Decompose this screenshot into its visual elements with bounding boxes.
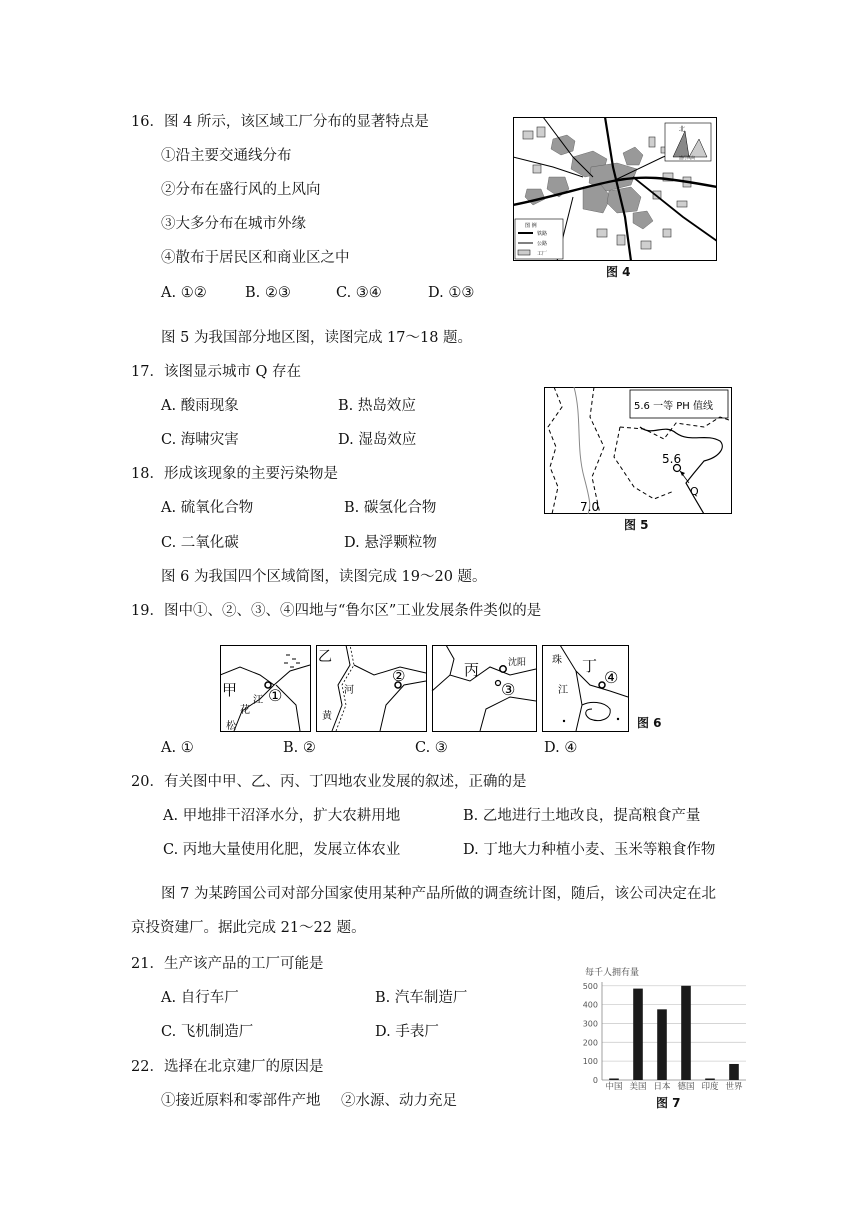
- fig6-region-yi: 乙: [318, 649, 332, 665]
- q21-option-b: B. 汽车制造厂: [375, 990, 468, 1006]
- q20-option-b: B. 乙地进行土地改良，提高粮食产量: [463, 808, 701, 824]
- chart-bar: [681, 986, 691, 1080]
- fig5-label-7-0: 7.0: [580, 500, 600, 514]
- intro-19-20: 图 6 为我国四个区域简图，读图完成 19～20 题。: [161, 569, 487, 585]
- q19-stem: 19．图中①、②、③、④四地与“鲁尔区”工业发展条件类似的是: [131, 603, 542, 619]
- chart-y-tick-label: 500: [582, 981, 598, 991]
- chart-bar: [633, 989, 643, 1080]
- fig6-panel-4: [543, 645, 629, 732]
- fig5-label-5-6: 5.6: [662, 452, 682, 466]
- figure-7-caption: 图 7: [656, 1096, 681, 1110]
- chart-x-tick-label: 世界: [725, 1082, 743, 1092]
- q21-option-a: A. 自行车厂: [161, 990, 239, 1006]
- fig4-wind-label: 盛行风向: [679, 155, 695, 160]
- chart-y-tick-label: 300: [582, 1019, 598, 1029]
- chart-bar: [729, 1064, 739, 1080]
- q21-option-d: D. 手表厂: [375, 1024, 439, 1040]
- q18-stem: 18．形成该现象的主要污染物是: [131, 466, 338, 482]
- figure-6-caption: 图 6: [637, 716, 662, 730]
- chart-x-tick-label: 日本: [653, 1082, 671, 1092]
- q17-option-b: B. 热岛效应: [338, 398, 416, 414]
- q17-option-c: C. 海啸灾害: [161, 432, 239, 448]
- q18-option-c: C. 二氧化碳: [161, 535, 239, 551]
- fig6-p2-label-huang: 黄: [322, 711, 332, 722]
- figure-6-maps: [220, 645, 630, 732]
- q16-item-4: ④散布于居民区和商业区之中: [161, 250, 350, 266]
- q20-option-d: D. 丁地大力种植小麦、玉米等粮食作物: [463, 842, 716, 858]
- figure-4-map: [513, 117, 717, 261]
- fig6-panel-1: [220, 646, 311, 733]
- q21-stem: 21．生产该产品的工厂可能是: [131, 956, 324, 972]
- figure-7-chart: [560, 964, 750, 1094]
- q18-option-d: D. 悬浮颗粒物: [344, 535, 437, 551]
- fig6-panel-3: [432, 645, 537, 732]
- fig5-legend: 5.6 一等 PH 值线: [634, 401, 713, 412]
- q18-option-b: B. 碳氢化合物: [344, 500, 437, 516]
- chart-x-tick-label: 美国: [629, 1082, 647, 1092]
- chart-y-tick-label: 0: [592, 1076, 598, 1085]
- fig4-north-label: 北: [679, 126, 686, 133]
- chart-x-tick-label: 中国: [605, 1082, 623, 1092]
- fig6-num-3: ③: [501, 680, 516, 699]
- q22-item-2: ②水源、动力充足: [341, 1093, 457, 1109]
- q20-stem: 20．有关图中甲、乙、丙、丁四地农业发展的叙述，正确的是: [131, 774, 527, 790]
- fig6-region-jia: 甲: [222, 681, 238, 699]
- chart-title: 每千人拥有量: [585, 968, 640, 978]
- fig4-legend-factory: 工厂: [537, 251, 548, 257]
- chart-bar: [657, 1009, 667, 1080]
- figure-5-caption: 图 5: [624, 518, 649, 532]
- chart-y-tick-label: 100: [582, 1057, 598, 1067]
- fig6-num-2: ②: [392, 667, 406, 685]
- q22-stem: 22．选择在北京建厂的原因是: [131, 1059, 324, 1075]
- q16-option-a: A. ①②: [161, 285, 207, 301]
- intro-21-22-line-1: 图 7 为某跨国公司对部分国家使用某种产品所做的调查统计图，随后，该公司决定在北: [161, 886, 716, 902]
- fig4-legend-rail: 铁路: [537, 231, 548, 237]
- fig5-label-q: Q: [690, 485, 699, 498]
- q20-option-c: C. 丙地大量使用化肥，发展立体农业: [163, 842, 401, 858]
- figure-4-caption: 图 4: [606, 265, 631, 279]
- q19-option-d: D. ④: [544, 740, 578, 756]
- q21-option-c: C. 飞机制造厂: [161, 1024, 254, 1040]
- fig6-p4-label-jiang: 江: [558, 685, 568, 696]
- fig6-p2-label-he: 河: [344, 685, 354, 696]
- q22-item-1: ①接近原料和零部件产地: [161, 1093, 321, 1109]
- fig6-p1-label-song: 松: [226, 721, 236, 732]
- figure-5-map: [544, 387, 732, 514]
- chart-x-tick-label: 德国: [677, 1082, 695, 1092]
- q19-option-b: B. ②: [283, 740, 316, 756]
- intro-17-18: 图 5 为我国部分地区图，读图完成 17～18 题。: [161, 330, 473, 346]
- fig6-region-ding: 丁: [582, 657, 598, 675]
- chart-bar: [609, 1078, 619, 1080]
- q16-item-1: ①沿主要交通线分布: [161, 148, 292, 164]
- q20-option-a: A. 甲地排干沼泽水分，扩大农耕用地: [163, 808, 401, 824]
- fig6-panel-2: [317, 645, 427, 732]
- chart-x-tick-label: 印度: [701, 1082, 719, 1092]
- fig6-region-bing: 丙: [464, 661, 480, 679]
- chart-y-tick-label: 400: [582, 1000, 598, 1010]
- q17-option-a: A. 酸雨现象: [161, 398, 239, 414]
- q17-option-d: D. 湿岛效应: [338, 432, 417, 448]
- q16-item-2: ②分布在盛行风的上风向: [161, 182, 321, 198]
- chart-y-tick-label: 200: [582, 1038, 598, 1048]
- q16-option-c: C. ③④: [336, 285, 382, 301]
- fig6-num-4: ④: [604, 668, 619, 687]
- q19-option-c: C. ③: [415, 740, 448, 756]
- q16-option-b: B. ②③: [245, 285, 291, 301]
- q16-option-d: D. ①③: [428, 285, 475, 301]
- chart-bar: [705, 1078, 715, 1080]
- q17-stem: 17．该图显示城市 Q 存在: [131, 364, 302, 380]
- fig4-legend-title: 图 例: [525, 223, 537, 229]
- fig4-legend-road: 公路: [537, 241, 548, 247]
- fig6-p4-label-zhu: 珠: [552, 655, 562, 666]
- intro-21-22-line-2: 京投资建厂。据此完成 21～22 题。: [131, 920, 366, 936]
- q19-option-a: A. ①: [161, 740, 194, 756]
- q16-item-3: ③大多分布在城市外缘: [161, 216, 306, 232]
- fig6-p1-label-hua: 花: [240, 705, 250, 716]
- fig6-city-shenyang: 沈阳: [508, 658, 527, 668]
- fig6-p1-label-jiang: 江: [253, 695, 263, 706]
- fig6-num-1: ①: [268, 686, 283, 705]
- q18-option-a: A. 硫氧化合物: [161, 500, 254, 516]
- q16-stem: 16．图 4 所示，该区域工厂分布的显著特点是: [131, 114, 429, 130]
